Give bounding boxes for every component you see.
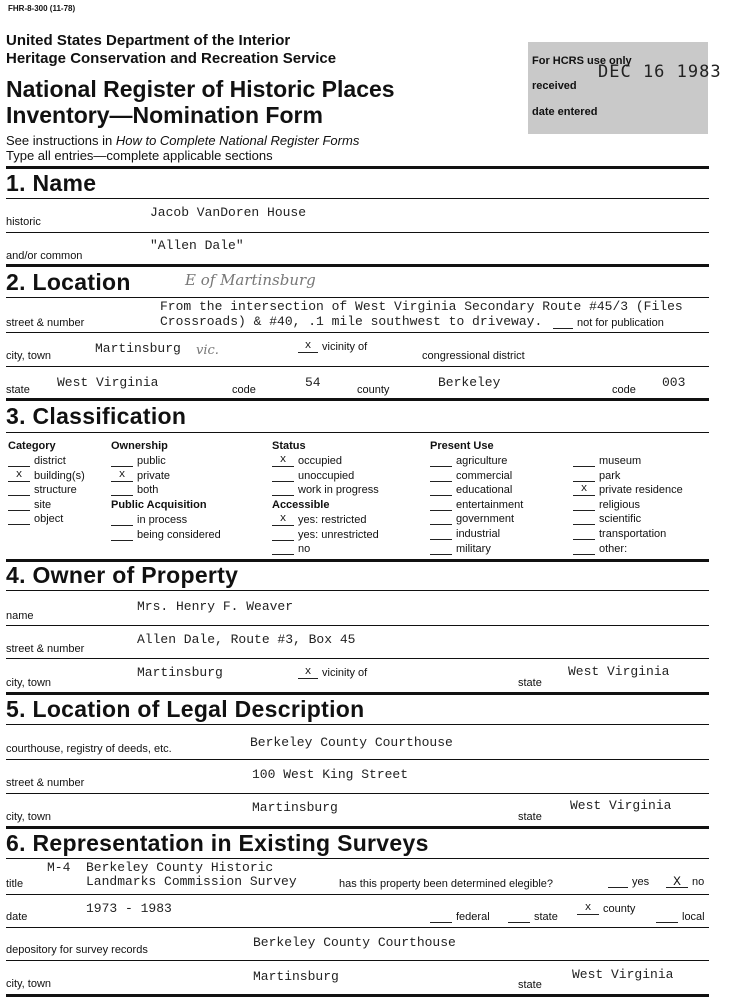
checkbox-occupied[interactable] [272, 455, 342, 467]
checkbox-label: in process [137, 514, 188, 526]
check-mark: x [272, 514, 294, 526]
common-name: "Allen Dale" [150, 238, 244, 253]
checkbox-label: building(s) [34, 470, 85, 482]
checkbox-label: government [456, 513, 515, 525]
checkbox-label: agriculture [456, 455, 508, 467]
checkbox-no[interactable] [272, 543, 310, 555]
check-mark [272, 470, 294, 482]
check-mark [272, 529, 294, 541]
check-mark [8, 484, 30, 496]
checkbox-label: transportation [599, 528, 667, 540]
checkbox-label: district [34, 455, 66, 467]
check-mark [8, 513, 30, 525]
historic-name: Jacob VanDoren House [150, 205, 307, 220]
owner-street-label: street & number [6, 643, 85, 655]
checkbox-label: site [34, 499, 52, 511]
eligible-no: X no [666, 876, 704, 888]
owner-state: West Virginia [568, 664, 670, 679]
check-mark [430, 470, 452, 482]
checkbox-label: structure [34, 484, 77, 496]
check-mark: x [272, 455, 294, 467]
checkbox-label: no [298, 543, 311, 555]
section-4-heading: 4. Owner of Property [6, 562, 239, 588]
checkbox-government[interactable] [430, 513, 514, 525]
checkbox-religious[interactable] [573, 499, 640, 511]
checkbox-military[interactable] [430, 543, 491, 555]
checkbox-both[interactable] [111, 484, 158, 496]
owner-city-label: city, town [6, 677, 52, 689]
checkbox-other[interactable] [573, 543, 627, 555]
accessible-head: Accessible [272, 499, 330, 511]
survey-date-label: date [6, 911, 28, 923]
category-head: Category [8, 440, 56, 452]
checkbox-structure[interactable] [8, 484, 77, 496]
eligible-question: has this property been determined elegible? [339, 878, 554, 890]
check-mark [8, 499, 30, 511]
checkbox-label: being considered [137, 529, 221, 541]
survey-state-label: state [518, 979, 542, 991]
level-state: state [508, 911, 558, 923]
section-2-heading: 2. Location [6, 269, 131, 295]
checkbox-label: park [599, 470, 621, 482]
legal-city: Martinsburg [252, 800, 338, 815]
checkbox-transportation[interactable] [573, 528, 666, 540]
checkbox-park[interactable] [573, 470, 620, 482]
check-mark [430, 455, 452, 467]
acquisition-head: Public Acquisition [111, 499, 207, 511]
historic-label: historic [6, 216, 41, 228]
checkbox-site[interactable] [8, 499, 51, 511]
checkbox-label: scientific [599, 513, 642, 525]
hcrs-use-only: For HCRS use only [532, 55, 632, 67]
check-mark [111, 455, 133, 467]
checkbox-industrial[interactable] [430, 528, 500, 540]
legal-street: 100 West King Street [252, 767, 409, 782]
instructions-2: Type all entries—complete applicable sections [6, 148, 273, 163]
checkbox-commercial[interactable] [430, 470, 512, 482]
survey-title-1: Berkeley County Historic [86, 860, 274, 875]
checkbox-unoccupied[interactable] [272, 470, 354, 482]
check-mark [430, 528, 452, 540]
checkbox-label: military [456, 543, 491, 555]
legal-street-label: street & number [6, 777, 85, 789]
owner-name: Mrs. Henry F. Weaver [137, 599, 294, 614]
checkbox-object[interactable] [8, 513, 63, 525]
check-mark [573, 470, 595, 482]
checkbox-yes-unrestricted[interactable] [272, 529, 379, 541]
check-mark [272, 484, 294, 496]
checkbox-private[interactable] [111, 470, 170, 482]
ownership-head: Ownership [111, 440, 168, 452]
checkbox-label: private residence [599, 484, 683, 496]
congressional-label: congressional district [422, 350, 525, 362]
county-code: 003 [662, 375, 686, 390]
legal-state-label: state [518, 811, 542, 823]
check-mark [573, 499, 595, 511]
check-mark [573, 513, 595, 525]
level-federal: federal [430, 911, 490, 923]
depository-value: Berkeley County Courthouse [253, 935, 456, 950]
survey-state: West Virginia [572, 967, 674, 982]
checkbox-label: occupied [298, 455, 343, 467]
level-county: x county [577, 903, 635, 915]
checkbox-label: both [137, 484, 159, 496]
legal-state: West Virginia [570, 798, 672, 813]
checkbox-label: educational [456, 484, 513, 496]
checkbox-private-residence[interactable] [573, 484, 683, 496]
checkbox-label: unoccupied [298, 470, 355, 482]
checkbox-label: museum [599, 455, 642, 467]
courthouse-value: Berkeley County Courthouse [250, 735, 453, 750]
county-value: Berkeley [438, 375, 501, 390]
eligible-yes: yes [608, 876, 649, 888]
checkbox-building-s[interactable] [8, 470, 85, 482]
street-line-1: From the intersection of West Virginia Secondary Route #45/3 (Files [160, 299, 683, 314]
vicinity: x vicinity of [298, 341, 367, 353]
service-name: Heritage Conservation and Recreation Service [6, 50, 337, 67]
checkbox-public[interactable] [111, 455, 166, 467]
checkbox-label: entertainment [456, 499, 524, 511]
form-title-2: Inventory—Nomination Form [6, 102, 323, 128]
survey-code: M-4 [47, 860, 71, 875]
checkbox-work-in-progress[interactable] [272, 484, 379, 496]
checkbox-label: private [137, 470, 171, 482]
status-head: Status [272, 440, 306, 452]
checkbox-yes-restricted[interactable] [272, 514, 366, 526]
check-mark [430, 484, 452, 496]
checkbox-label: yes: restricted [298, 514, 367, 526]
county-code-label: code [612, 384, 636, 396]
survey-city: Martinsburg [253, 969, 339, 984]
section-6-heading: 6. Representation in Existing Surveys [6, 830, 429, 856]
received-stamp: DEC 16 1983 [598, 62, 722, 82]
common-label: and/or common [6, 250, 83, 262]
checkbox-being-considered[interactable] [111, 529, 221, 541]
handwritten-note: E of Martinsburg [185, 271, 316, 289]
city-label: city, town [6, 350, 52, 362]
checkbox-agriculture[interactable] [430, 455, 507, 467]
checkbox-label: work in progress [298, 484, 379, 496]
checkbox-label: religious [599, 499, 640, 511]
form-id: FHR-8-300 (11-78) [8, 4, 76, 13]
survey-city-label: city, town [6, 978, 52, 990]
check-mark [573, 528, 595, 540]
check-mark [573, 543, 595, 555]
level-local: local [656, 911, 705, 923]
survey-date: 1973 - 1983 [86, 901, 172, 916]
state-value: West Virginia [57, 375, 159, 390]
checkbox-entertainment[interactable] [430, 499, 523, 511]
checkbox-label: other: [599, 543, 628, 555]
check-mark [111, 514, 133, 526]
checkbox-educational[interactable] [430, 484, 512, 496]
hcrs-received: received [532, 80, 577, 92]
section-1-heading: 1. Name [6, 170, 97, 196]
check-mark: x [8, 470, 30, 482]
present-use-head: Present Use [430, 440, 494, 452]
checkbox-scientific[interactable] [573, 513, 641, 525]
street-line-2: Crossroads) & #40, .1 mile southwest to driveway. [160, 314, 543, 329]
check-mark [430, 499, 452, 511]
check-mark [573, 455, 595, 467]
checkbox-label: industrial [456, 528, 501, 540]
check-mark: x [573, 484, 595, 496]
code-label: code [232, 384, 256, 396]
checkbox-museum[interactable] [573, 455, 641, 467]
check-mark [111, 529, 133, 541]
legal-city-label: city, town [6, 811, 52, 823]
survey-title-label: title [6, 878, 24, 890]
check-mark [430, 543, 452, 555]
dept-name: United States Department of the Interior [6, 32, 291, 49]
section-3-heading: 3. Classification [6, 403, 187, 429]
hcrs-date-entered: date entered [532, 106, 598, 118]
not-for-publication: not for publication [553, 317, 664, 329]
state-code: 54 [305, 375, 321, 390]
owner-street: Allen Dale, Route #3, Box 45 [137, 632, 356, 647]
county-label: county [357, 384, 390, 396]
instructions: See instructions in How to Complete National Register Forms [6, 133, 360, 148]
check-mark [430, 513, 452, 525]
survey-title-2: Landmarks Commission Survey [86, 874, 297, 889]
owner-city: Martinsburg [137, 665, 223, 680]
owner-name-label: name [6, 610, 34, 622]
owner-vicinity: x vicinity of [298, 667, 367, 679]
checkbox-label: commercial [456, 470, 513, 482]
checkbox-district[interactable] [8, 455, 66, 467]
owner-state-label: state [518, 677, 542, 689]
checkbox-label: yes: unrestricted [298, 529, 379, 541]
city-hand-note: vic. [196, 343, 219, 358]
checkbox-in-process[interactable] [111, 514, 187, 526]
city-value: Martinsburg [95, 341, 181, 356]
check-mark [111, 484, 133, 496]
state-label: state [6, 384, 30, 396]
courthouse-label: courthouse, registry of deeds, etc. [6, 743, 172, 755]
check-mark [8, 455, 30, 467]
section-5-heading: 5. Location of Legal Description [6, 696, 365, 722]
checkbox-label: object [34, 513, 64, 525]
checkbox-label: public [137, 455, 166, 467]
street-label: street & number [6, 317, 85, 329]
form-title-1: National Register of Historic Places [6, 76, 395, 102]
check-mark: x [111, 470, 133, 482]
depository-label: depository for survey records [6, 944, 148, 956]
check-mark [272, 543, 294, 555]
